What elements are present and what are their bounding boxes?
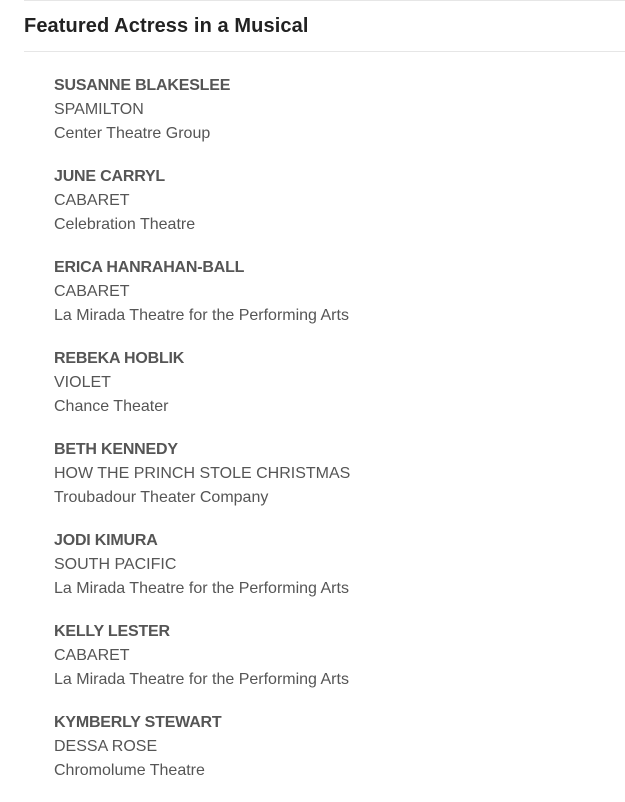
nominee-item: [54, 165, 614, 237]
nominee-show: VIOLET: [54, 374, 111, 391]
nominee-name: JUNE CARRYL: [54, 168, 165, 185]
nominee-name: JODI KIMURA: [54, 532, 158, 549]
nominee-company: Chromolume Theatre: [54, 762, 205, 779]
nominee-name: REBEKA HOBLIK: [54, 350, 185, 367]
nominee-show: CABARET: [54, 192, 130, 209]
nominee-name: ERICA HANRAHAN-BALL: [54, 259, 245, 276]
nominee-name: KYMBERLY STEWART: [54, 714, 222, 731]
nominee-show: HOW THE PRINCH STOLE CHRISTMAS: [54, 465, 351, 482]
nominee-item: [54, 74, 614, 146]
nominee-name: KELLY LESTER: [54, 623, 170, 640]
nominee-company: La Mirada Theatre for the Performing Arts: [54, 580, 349, 597]
nominee-company: Troubadour Theater Company: [54, 489, 269, 506]
nominee-show: SOUTH PACIFIC: [54, 556, 177, 573]
nominee-item: [54, 620, 614, 692]
nominee-item: [54, 347, 614, 419]
nominee-show: CABARET: [54, 283, 130, 300]
nominee-name: SUSANNE BLAKESLEE: [54, 77, 231, 94]
top-divider: [24, 0, 625, 1]
nominee-item: [54, 711, 614, 783]
nominee-name: BETH KENNEDY: [54, 441, 178, 458]
nominee-company: La Mirada Theatre for the Performing Arts: [54, 307, 349, 324]
nominee-show: DESSA ROSE: [54, 738, 158, 755]
nominee-company: Chance Theater: [54, 398, 169, 415]
nominee-company: La Mirada Theatre for the Performing Arts: [54, 671, 349, 688]
nominee-item: [54, 256, 614, 328]
nominee-list: [54, 74, 614, 802]
nominee-show: SPAMILTON: [54, 101, 144, 118]
nominee-show: CABARET: [54, 647, 130, 664]
nominee-item: [54, 438, 614, 510]
nominee-item: [54, 529, 614, 601]
nominee-company: Celebration Theatre: [54, 216, 196, 233]
nominee-company: Center Theatre Group: [54, 125, 211, 142]
title-divider: [24, 51, 625, 52]
category-title: Featured Actress in a Musical: [24, 15, 309, 37]
